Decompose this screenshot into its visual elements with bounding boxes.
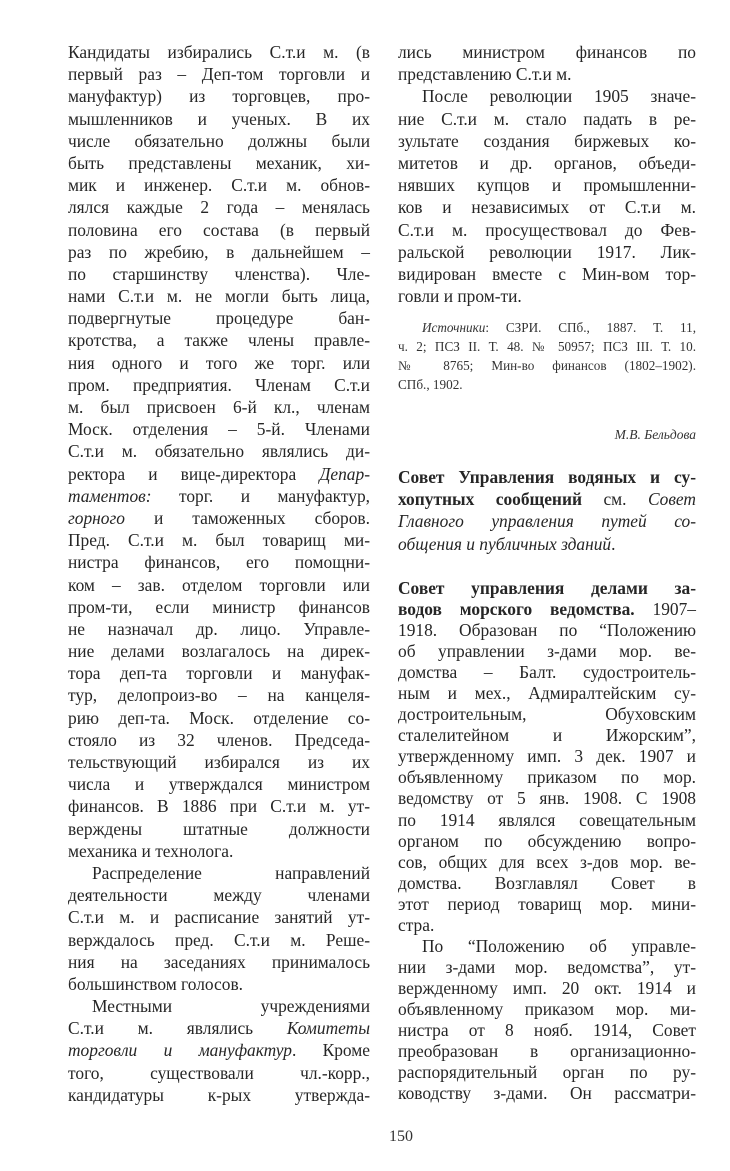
- entry-sovet-upravleniya-zavodov: [398, 578, 696, 1104]
- text-line: [68, 418, 370, 440]
- text-line: [68, 840, 370, 862]
- italic-text: Комитеты: [286, 1018, 370, 1039]
- text-line: [68, 618, 370, 640]
- sources-note: [398, 318, 696, 394]
- text-span: нами С.т.и м. не могли быть лица,: [68, 286, 370, 307]
- text-span: достроительным, Обуховским: [398, 704, 696, 725]
- text-line: [398, 852, 696, 873]
- text-line: [398, 936, 696, 957]
- text-span: подвергнутые процедуре бан-: [68, 308, 370, 329]
- text-line: [398, 285, 696, 307]
- text-line: [398, 174, 696, 196]
- bold-heading-text: Совет Управления водяных и су-: [398, 467, 696, 487]
- text-span: представлению С.т.и м.: [398, 64, 572, 85]
- text-span: тора деп-та торговли и мануфак-: [68, 663, 370, 684]
- text-span: лялся каждые 2 года – менялась: [68, 197, 370, 218]
- text-span: объявленному приказом мор. ми-: [398, 998, 696, 1019]
- text-span: С.т.и м. просуществовал до Фев-: [398, 219, 696, 240]
- text-line: [398, 620, 696, 641]
- text-line: [398, 978, 696, 999]
- text-line: [398, 152, 696, 174]
- text-line: [398, 810, 696, 831]
- text-line: [68, 41, 370, 63]
- text-line: [398, 873, 696, 894]
- text-line: [398, 356, 696, 375]
- right-column-continuation: [398, 41, 696, 307]
- text-span: по 1914 являлся совещательным: [398, 809, 696, 830]
- text-span: домства – Балт. судостроитель-: [398, 662, 696, 683]
- text-span: СПб., 1902.: [398, 377, 463, 392]
- text-line: [398, 599, 696, 620]
- text-line: [68, 751, 370, 773]
- text-line: [68, 196, 370, 218]
- text-span: стра.: [398, 914, 435, 935]
- text-line: [68, 374, 370, 396]
- text-line: [68, 329, 370, 351]
- text-line: [68, 152, 370, 174]
- text-line: [68, 662, 370, 684]
- entry-sovet-upravleniya-vodyanykh: [398, 466, 696, 555]
- text-line: [398, 510, 696, 532]
- italic-text: таментов:: [68, 485, 152, 506]
- text-line: [68, 108, 370, 130]
- text-line: [68, 729, 370, 751]
- text-line: [398, 767, 696, 788]
- text-line: [398, 488, 696, 510]
- text-span: ным и мех., Адмиралтейским су-: [398, 683, 696, 704]
- text-span: говли и пром-ти.: [398, 286, 522, 307]
- text-line: [398, 196, 696, 218]
- text-line: [398, 533, 696, 555]
- text-line: [68, 574, 370, 596]
- text-span: этот период товарищ мор. мини-: [398, 893, 696, 914]
- text-line: [398, 1041, 696, 1062]
- text-line: [398, 130, 696, 152]
- text-line: [398, 241, 696, 263]
- text-span: 1918. Образован по “Положению: [398, 620, 696, 641]
- text-span: С.т.и м. являлись: [68, 1018, 287, 1039]
- text-span: ков и независимых от С.т.и м.: [398, 197, 696, 218]
- text-line: [398, 337, 696, 356]
- text-line: [398, 725, 696, 746]
- text-line: [68, 1039, 370, 1061]
- text-span: об управлении з-дами мор. ве-: [398, 641, 696, 662]
- text-line: [398, 578, 696, 599]
- text-line: [398, 375, 696, 394]
- text-span: торг. и мануфактур,: [151, 485, 370, 506]
- text-span: По “Положению об управле-: [422, 935, 696, 956]
- text-span: митетов и др. органов, объеди-: [398, 152, 696, 173]
- text-span: После революции 1905 значе-: [422, 86, 696, 107]
- text-line: [68, 241, 370, 263]
- text-line: [68, 929, 370, 951]
- text-line: [68, 507, 370, 529]
- text-line: [68, 551, 370, 573]
- italic-text: Депар-: [319, 463, 370, 484]
- text-span: Распределение направлений: [92, 862, 370, 883]
- text-span: быть представлены механик, хи-: [68, 152, 370, 173]
- italic-text: общения и публичных зданий: [398, 533, 612, 554]
- text-line: [68, 906, 370, 928]
- text-span: тур, делопроиз-во – на канцеля-: [68, 685, 370, 706]
- text-span: большинством голосов.: [68, 973, 244, 994]
- text-line: [398, 63, 696, 85]
- text-span: верждены штатные должности: [68, 818, 370, 839]
- text-line: [68, 396, 370, 418]
- text-line: [398, 263, 696, 285]
- text-line: [398, 1020, 696, 1041]
- text-line: [68, 818, 370, 840]
- author-signature: М.В. Бельдова: [614, 427, 696, 442]
- text-line: [68, 263, 370, 285]
- text-line: [68, 707, 370, 729]
- text-span: зультате создания биржевых ко-: [398, 130, 696, 151]
- text-span: деятельности между членами: [68, 885, 370, 906]
- text-line: [68, 440, 370, 462]
- text-line: [68, 307, 370, 329]
- text-line: [68, 995, 370, 1017]
- text-line: [398, 788, 696, 809]
- text-line: [68, 174, 370, 196]
- text-span: рию деп-та. Моск. отделение со-: [68, 707, 370, 728]
- text-line: [68, 130, 370, 152]
- text-span: ком – зав. отделом торговли или: [68, 574, 370, 595]
- text-span: числа и утверждался министром: [68, 774, 370, 795]
- text-span: половина его состава (в первый: [68, 219, 370, 240]
- text-line: [398, 219, 696, 241]
- text-span: пром. предприятия. Членам С.т.и: [68, 374, 370, 395]
- text-span: и таможенных сборов.: [124, 507, 370, 528]
- text-span: объявленному приказом по мор.: [398, 767, 696, 788]
- text-span: мануфактур) из торговцев, про-: [68, 86, 370, 107]
- text-span: нии з-дами мор. ведомства”, ут-: [398, 956, 696, 977]
- italic-text: Главного управления путей со-: [398, 511, 696, 532]
- italic-text: Совет: [647, 489, 696, 510]
- text-span: преобразован в организационно-: [398, 1041, 696, 1062]
- text-span: видирован вместе с Мин-вом тор-: [398, 263, 696, 284]
- text-line: [68, 85, 370, 107]
- text-line: [68, 795, 370, 817]
- text-line: [68, 884, 370, 906]
- text-line: [398, 915, 696, 936]
- text-line: [398, 831, 696, 852]
- text-span: С.т.и м. и расписание занятий ут-: [68, 907, 370, 928]
- text-line: [68, 596, 370, 618]
- text-span: сталелитейном и Ижорским”,: [398, 725, 696, 746]
- text-span: кротства, а также члены правле-: [68, 330, 370, 351]
- text-line: [68, 219, 370, 241]
- text-span: числе обязательно должны были: [68, 130, 370, 151]
- text-span: мышленников и ученых. В их: [68, 108, 370, 129]
- text-line: [398, 999, 696, 1020]
- text-line: [68, 640, 370, 662]
- text-span: ректора и вице-директора: [68, 463, 320, 484]
- text-line: [398, 1062, 696, 1083]
- text-line: [68, 485, 370, 507]
- italic-text: горного: [68, 507, 125, 528]
- text-span: вержденному имп. 20 окт. 1914 и: [398, 977, 696, 998]
- italic-text: Источники: [422, 320, 486, 335]
- text-span: : СЗРИ. СПб., 1887. Т. 11,: [485, 320, 696, 335]
- text-line: [68, 1084, 370, 1106]
- text-span: ние делами возлагалось на дирек-: [68, 641, 370, 662]
- text-line: [68, 1017, 370, 1039]
- text-span: кандидатуры к-рых утвержда-: [68, 1084, 370, 1105]
- text-span: ния одного и того же торг. или: [68, 352, 370, 373]
- text-line: [68, 684, 370, 706]
- text-span: механика и технолога.: [68, 840, 234, 861]
- bold-heading-text: хопутных сообщений: [398, 489, 582, 510]
- text-line: [398, 683, 696, 704]
- text-span: 1907–: [634, 599, 697, 620]
- bold-heading-text: водов морского ведомства.: [398, 599, 635, 620]
- text-line: [398, 894, 696, 915]
- text-span: не назначал др. лицо. Управле-: [68, 618, 370, 639]
- text-span: ральской революции 1917. Лик-: [398, 241, 696, 262]
- text-line: [68, 973, 370, 995]
- text-line: [398, 957, 696, 978]
- text-line: [398, 466, 696, 488]
- text-span: органом по обсуждению вопро-: [398, 830, 696, 851]
- left-column: [68, 41, 370, 1106]
- text-span: распорядительный орган по ру-: [398, 1062, 696, 1083]
- text-span: Местными учреждениями: [92, 996, 370, 1017]
- text-span: ние С.т.и м. стало падать в ре-: [398, 108, 696, 129]
- text-span: верждалось пред. С.т.и м. Реше-: [68, 929, 370, 950]
- text-span: нявших купцов и промышленни-: [398, 175, 696, 196]
- text-span: .: [611, 533, 616, 554]
- text-span: пром-ти, если министр финансов: [68, 596, 370, 617]
- text-span: нистра от 8 нояб. 1914, Совет: [398, 1019, 696, 1040]
- text-span: первый раз – Деп-том торговли и: [68, 64, 370, 85]
- text-line: [398, 662, 696, 683]
- text-span: тельствующий избирался из их: [68, 752, 370, 772]
- text-line: [68, 951, 370, 973]
- text-span: того, существовали чл.-корр.,: [68, 1062, 370, 1083]
- text-line: [398, 704, 696, 725]
- text-span: нистра финансов, его помощни-: [68, 552, 370, 573]
- text-span: ч. 2; ПСЗ II. Т. 48. № 50957; ПСЗ III. Т. 10.: [398, 339, 696, 354]
- text-span: Пред. С.т.и м. был товарищ ми-: [68, 530, 370, 551]
- text-span: по старшинству членства). Чле-: [68, 263, 370, 284]
- text-line: [398, 108, 696, 130]
- text-span: домства. Возглавлял Совет в: [398, 872, 696, 893]
- text-span: Моск. отделения – 5-й. Членами: [68, 419, 370, 440]
- text-span: . Кроме: [291, 1040, 371, 1061]
- bold-heading-text: Совет управления делами за-: [398, 578, 696, 598]
- text-span: Кандидаты избирались С.т.и м. (в: [68, 42, 370, 62]
- italic-text: торговли и мануфактур: [68, 1040, 292, 1061]
- text-line: [68, 1062, 370, 1084]
- text-line: [398, 318, 696, 337]
- text-line: [68, 463, 370, 485]
- text-span: см.: [582, 489, 648, 510]
- text-line: [68, 529, 370, 551]
- text-line: [68, 352, 370, 374]
- text-line: [398, 85, 696, 107]
- text-span: ководству з-дами. Он рассматри-: [398, 1083, 696, 1104]
- text-span: С.т.и м. обязательно являлись ди-: [68, 441, 370, 462]
- text-span: мик и инженер. С.т.и м. обнов-: [68, 175, 370, 196]
- text-span: лись министром финансов по: [398, 42, 696, 62]
- text-line: [68, 285, 370, 307]
- page-number: 150: [389, 1128, 413, 1145]
- text-line: [398, 41, 696, 63]
- text-line: [398, 746, 696, 767]
- text-span: м. был присвоен 6-й кл., членам: [68, 397, 370, 417]
- text-span: стояло из 32 членов. Председа-: [68, 729, 370, 750]
- text-line: [398, 641, 696, 662]
- text-line: [68, 773, 370, 795]
- text-span: утвержденному имп. 3 дек. 1907 и: [398, 746, 696, 767]
- text-span: ведомству от 5 янв. 1908. С 1908: [398, 788, 696, 809]
- text-line: [68, 862, 370, 884]
- text-line: [68, 63, 370, 85]
- text-span: финансов. В 1886 при С.т.и м. ут-: [68, 796, 370, 817]
- text-span: ния на заседаниях принималось: [68, 951, 370, 972]
- text-span: сов, общих для всех з-дов мор. ве-: [398, 851, 696, 872]
- text-line: [398, 1083, 696, 1104]
- text-span: № 8765; Мин-во финансов (1802–1902).: [398, 358, 696, 373]
- text-span: раз по жребию, в дальнейшем –: [68, 241, 370, 262]
